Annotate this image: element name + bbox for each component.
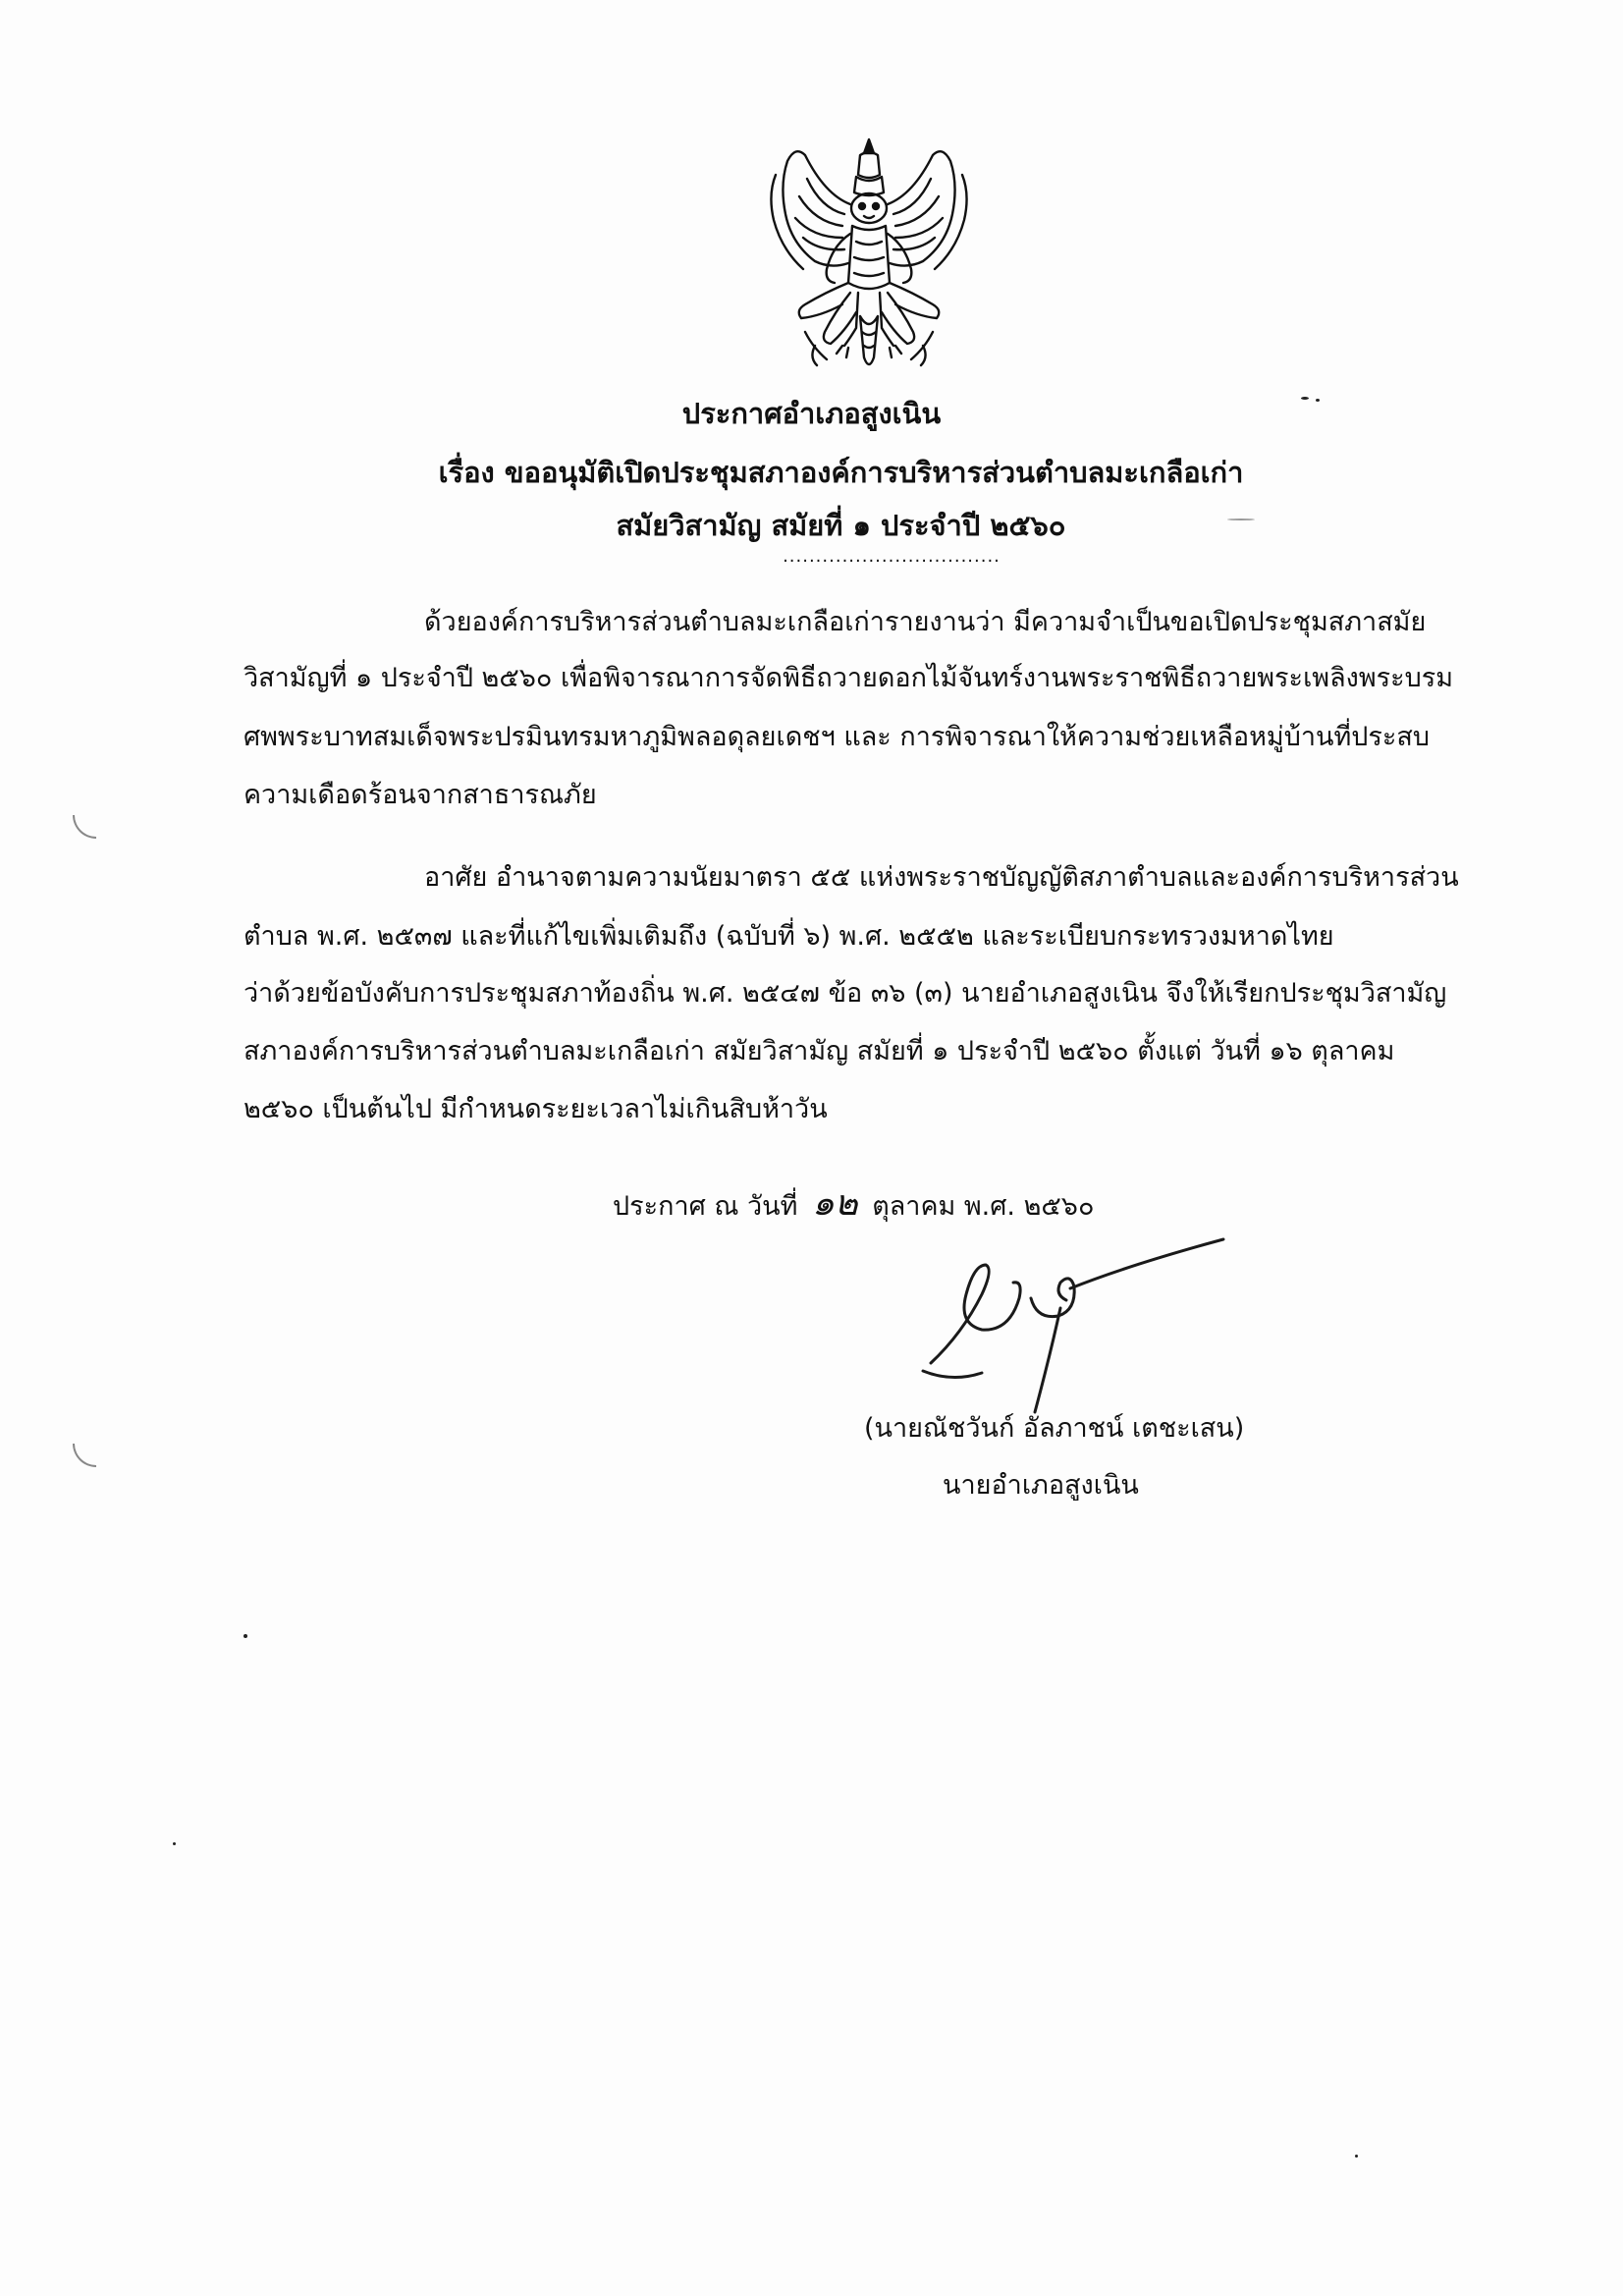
scan-speck bbox=[1227, 519, 1255, 520]
paragraph2-line1: อาศัย อำนาจตามความนัยมาตรา ๕๕ แห่งพระราชบัญญัติสภาตำบลและองค์การบริหารส่วน bbox=[424, 862, 1459, 893]
scan-speck bbox=[243, 1634, 247, 1638]
paragraph1-line1: ด้วยองค์การบริหารส่วนตำบลมะเกลือเก่ารายงานว่า มีความจำเป็นขอเปิดประชุมสภาสมัย bbox=[424, 607, 1427, 637]
document-session: สมัยวิสามัญ สมัยที่ ๑ ประจำปี ๒๕๖๐ bbox=[616, 509, 1066, 542]
paragraph2-line3: ว่าด้วยข้อบังคับการประชุมสภาท้องถิ่น พ.ศ. ๒๕๔๗ ข้อ ๓๖ (๓) นายอำเภอสูงเนิน จึงให้เรียกประชุมวิสามัญ bbox=[243, 978, 1447, 1009]
paragraph1-line3: ศพพระบาทสมเด็จพระปรมินทรมหาภูมิพลอดุลยเดชฯ และ การพิจารณาให้ความช่วยเหลือหมู่บ้านที่ประสบ bbox=[243, 722, 1431, 752]
announcement-date bbox=[613, 1175, 1094, 1230]
announcement-suffix: ตุลาคม พ.ศ. ๒๕๖๐ bbox=[872, 1191, 1095, 1222]
signatory-name: (นายณัชวันก์ อัลภาชน์ เตชะเสน) bbox=[864, 1413, 1245, 1444]
paragraph1-line2: วิสามัญที่ ๑ ประจำปี ๒๕๖๐ เพื่อพิจารณาการจัดพิธีถวายดอกไม้จันทร์งานพระราชพิธีถวายพระเพลิงพระบรม bbox=[243, 663, 1454, 693]
paragraph1-line4: ความเดือดร้อนจากสาธารณภัย bbox=[243, 780, 597, 810]
garuda-emblem bbox=[766, 136, 972, 379]
title-separator: ................................. bbox=[783, 546, 1001, 567]
scan-speck bbox=[1301, 397, 1309, 400]
signatory-position: นายอำเภอสูงเนิน bbox=[943, 1470, 1139, 1501]
paragraph2-line5: ๒๕๖๐ เป็นต้นไป มีกำหนดระยะเวลาไม่เกินสิบห้าวัน bbox=[243, 1094, 828, 1124]
document-title: ประกาศอำเภอสูงเนิน bbox=[681, 397, 942, 430]
scan-speck bbox=[173, 1842, 176, 1845]
scan-speck bbox=[1355, 2155, 1358, 2158]
scan-mark-top bbox=[73, 815, 96, 839]
scan-mark-bottom bbox=[73, 1444, 96, 1467]
document-subject: เรื่อง ขออนุมัติเปิดประชุมสภาองค์การบริหารส่วนตำบลมะเกลือเก่า bbox=[438, 456, 1244, 489]
announcement-prefix: ประกาศ ณ วันที่ bbox=[613, 1191, 798, 1222]
paragraph2-line2: ตำบล พ.ศ. ๒๕๓๗ และที่แก้ไขเพิ่มเติมถึง (ฉบับที่ ๖) พ.ศ. ๒๕๕๒ และระเบียบกระทรวงมหาดไทย bbox=[243, 921, 1334, 952]
scan-speck bbox=[1316, 399, 1320, 402]
paragraph2-line4: สภาองค์การบริหารส่วนตำบลมะเกลือเก่า สมัยวิสามัญ สมัยที่ ๑ ประจำปี ๒๕๖๐ ตั้งแต่ วันที่ ๑๖ ตุลาคม bbox=[243, 1036, 1395, 1066]
signature bbox=[913, 1226, 1237, 1422]
announcement-day-handwritten: ๑๒ bbox=[812, 1183, 858, 1224]
